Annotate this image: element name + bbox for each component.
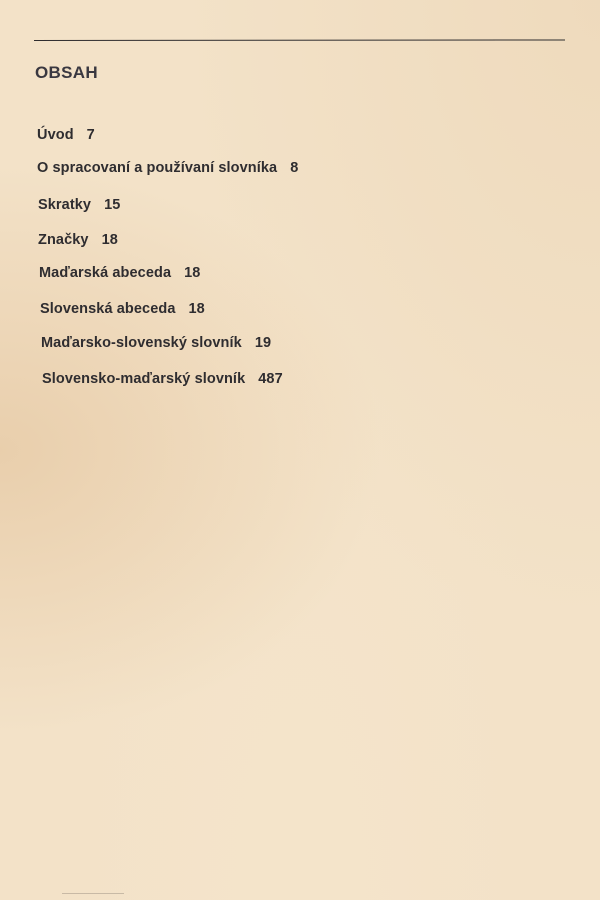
toc-entry-page: 18 [184, 265, 201, 281]
toc-entry-title: Slovensko-maďarský slovník [42, 371, 246, 387]
toc-entry-slovensko-madarsky-slovnik [42, 371, 283, 387]
toc-entry-uvod [37, 127, 95, 143]
toc-entry-page: 487 [258, 371, 283, 387]
toc-entry-title: Maďarská abeceda [39, 265, 172, 281]
toc-entry-title: Slovenská abeceda [40, 301, 176, 317]
toc-entry-page: 18 [101, 232, 118, 248]
toc-entry-page: 18 [188, 301, 205, 317]
toc-entry-title: Maďarsko-slovenský slovník [41, 335, 242, 351]
toc-entry-title: O spracovaní a používaní slovníka [37, 160, 278, 176]
toc-entry-page: 15 [104, 197, 121, 213]
page-title: OBSAH [35, 63, 98, 82]
toc-entry-madarsko-slovensky-slovnik [41, 335, 271, 351]
toc-entry-title: Skratky [38, 197, 92, 213]
toc-entry-o-spracovani [37, 160, 298, 176]
toc-entry-madarska-abeceda [39, 265, 200, 281]
toc-entry-skratky [38, 197, 120, 213]
toc-entry-title: Úvod [37, 127, 74, 143]
toc-entry-title: Značky [38, 232, 89, 248]
page-edge-mark [62, 893, 124, 894]
toc-entry-page: 19 [254, 335, 272, 351]
top-rule-divider [34, 39, 565, 41]
toc-entry-page: 7 [86, 127, 95, 143]
toc-entry-slovenska-abeceda [40, 301, 205, 317]
toc-entry-page: 8 [290, 160, 299, 176]
toc-entry-znacky [38, 232, 118, 248]
